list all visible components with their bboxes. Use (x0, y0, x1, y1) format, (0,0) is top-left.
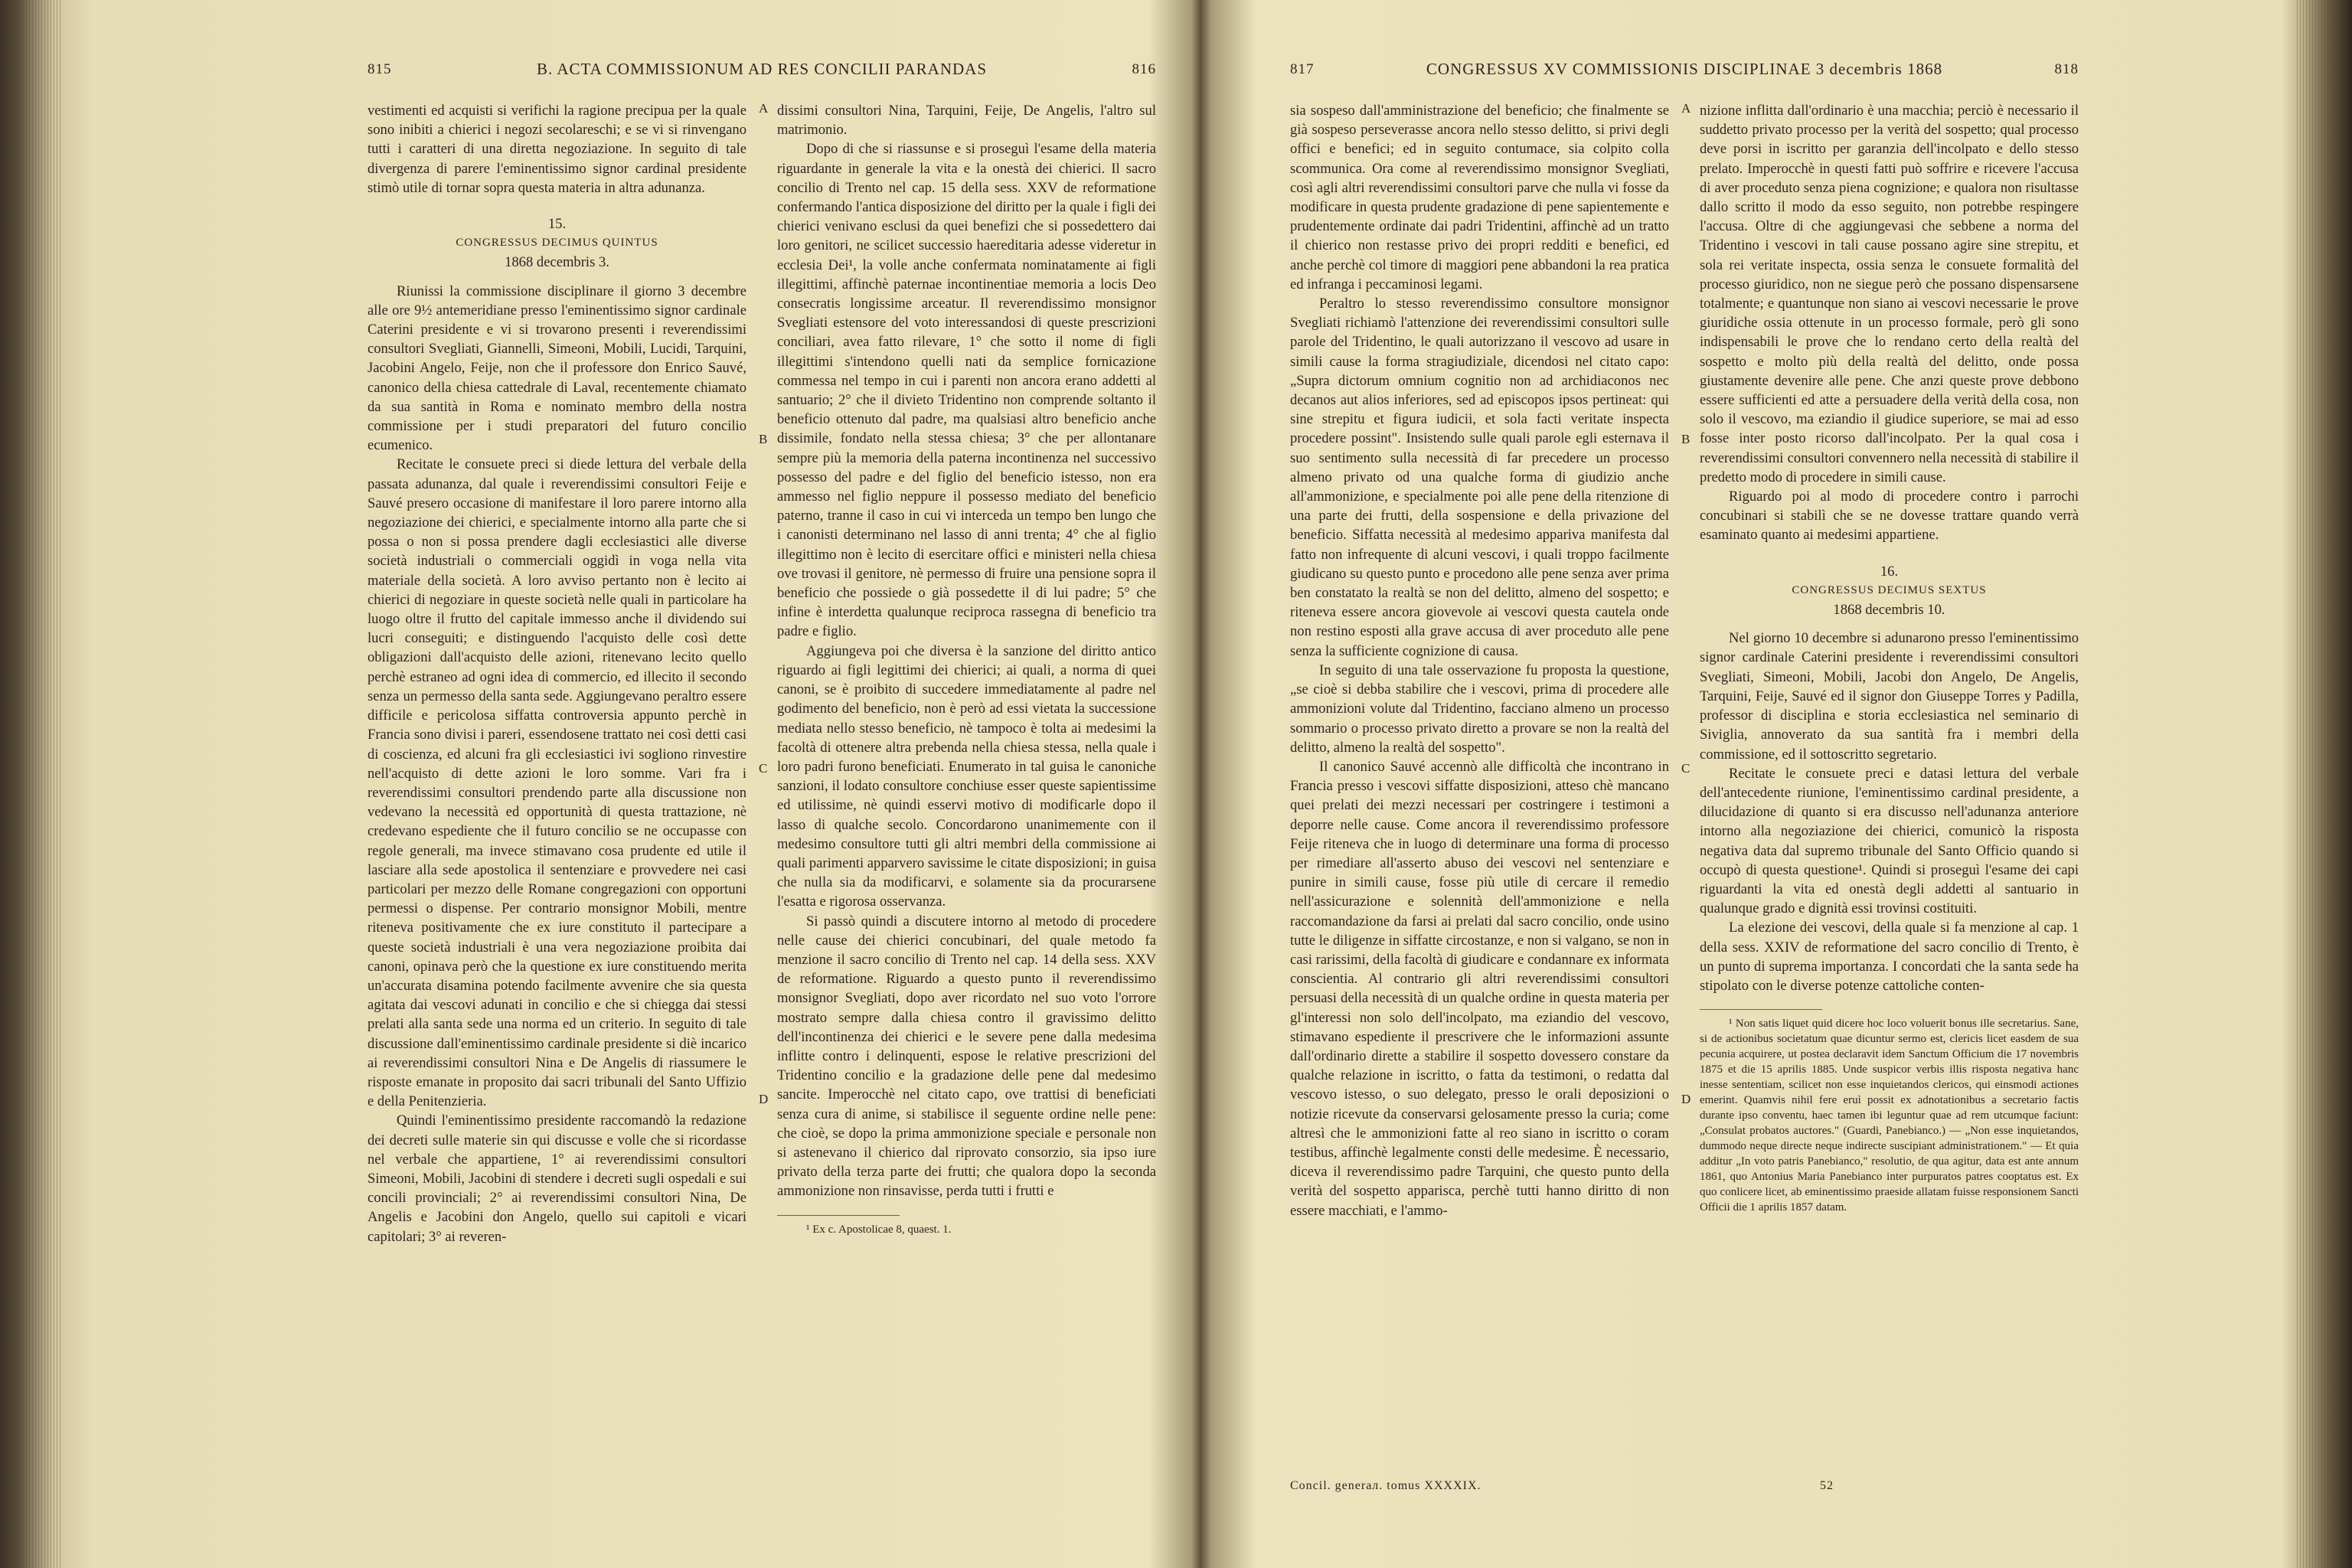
margin-marker: C (1681, 761, 1690, 776)
right-column-2 (1681, 101, 2079, 1479)
section-date: 1868 decembris 10. (1833, 602, 1945, 619)
margin-marker: D (1681, 1092, 1691, 1106)
paragraph: Si passò quindi a discutere intorno al metodo di procedere nelle cause dei chierici concubinari, del quale metodo fa menzione il sacro concilio di Trento nel cap. 14 della sess. XXV de reformatione. Riguardo a questo punto il reverendissimo monsignor Svegliati, dopo aver ricordato nel suo voto l'orrore mostrato sempre dalla chiesa contro il gravissimo delitto dell'incontinenza dei chierici e le severe pene dalla medesima inflitte contro i delinquenti, espose le relative prescrizioni del Tridentino concilio e la gradazione delle pene dal medesimo sancite. Imperocchè nel citato capo, ove trattisi di beneficiati senza cura di anime, si stabilisce il seguente ordine nelle pene: che cioè, se dopo la prima ammonizione speciale e personale non si astenevano il chierico dal riprovato consorzio, sia ipso iure privato della terza parte dei frutti; che qualora dopo la seconda ammonizione non rinsavisse, perda tutti i frutti e (777, 913, 1156, 1200)
folio-number: 52 (1820, 1479, 1834, 1492)
footnote-rule (777, 1215, 900, 1216)
left-page (368, 0, 1156, 1568)
margin-marker: A (1681, 101, 1691, 116)
paragraph: Recitate le consuete preci e datasi lettura del verbale dell'antecedente riunione, l'eminentissimo cardinal presidente, a dilucidazione di quanto si era discusso nell'adunanza anteriore intorno alla negoziazione dei chierici, comunicò la risposta negativa data dal supremo tribunale del Santo Officio quando si occupò di questa questione¹. Quindi si proseguì l'esame dei capi riguardanti la vita ed onestà degli addetti al santuario in qualunque grado e dignità essi trovinsi costituiti. (1700, 765, 2079, 917)
paragraph: dissimi consultori Nina, Tarquini, Feije, De Angelis, l'altro sul matrimonio. (777, 103, 1156, 139)
running-head: CONGRESSUS XV COMMISSIONIS DISCIPLINAE 3 decembris 1868 (1426, 60, 1943, 78)
paragraph: Riguardo poi al modo di procedere contro i parrochi concubinari si stabilì che se ne dovesse trattare quando verrà esaminato quanto ai medesimi appartiene. (1700, 488, 2079, 544)
paragraph: vestimenti ed acquisti si verifichi la ragione precipua per la quale sono inibiti a chierici i negozi secolareschi; e se vi si rinvengano tutti i caratteri di una diretta negoziazione. In seguito di tale divergenza di parere l'eminentissimo signor cardinal presidente stimò utile di tornar sopra questa materia in altra adunanza. (368, 103, 746, 196)
right-page (1290, 0, 2079, 1568)
paragraph: sia sospeso dall'amministrazione del beneficio; che finalmente se già sospeso perseverasse ancora nello stesso delitto, si privi degli offici e benefici; ed in seguito contumace, sia colpito colla scommunica. Ora come al reverendissimo monsignor Svegliati, così agli altri reverendissimi consultori parve che nulla vi fosse da modificare in questa prudente gradazione di pene sapientemente e prudentemente ordinate dai padri Tridentini, affinchè ad un tratto il chierico non restasse privo dei propri redditi e benefici, ed anche perchè col timore di maggiori pene abbandoni la rea pratica ed infranga i peccaminosi legami. (1290, 103, 1669, 292)
page-number: 816 (1132, 61, 1156, 77)
page-number: 817 (1290, 61, 1315, 77)
section-number: 15. (547, 216, 567, 233)
left-column-2 (759, 101, 1156, 1479)
paragraph: nizione inflitta dall'ordinario è una macchia; perciò è necessario il suddetto privato processo per la verità del sospetto; qual processo deve porsi in iscritto per garanzia dell'incolpato e dello stesso prelato. Imperocchè in questi fatti può soffrire e ricevere l'accusa di aver proceduto senza piena cognizione; e qualora non risultasse dallo scritto il modo da esso seguito, non potrebbe respingere l'accusa. Oltre di che aggiungevasi che sebbene a norma del Tridentino i vescovi in tali cause possano agire sine strepitu, et sola rei veritate inspecta, ossia senza le consuete formalità del processo giuridico, non ne siegue però che possano dispensarsene totalmente; e quantunque non siano ai vescovi necessarie le prove giuridiche ossia ottenute in un processo formale, però gli sono indispensabili le prove che lo rendano certo della realtà del sospetto e molto più della realtà del delitto, onde possa giustamente devenire alle pene. Che anzi queste prove debbono essere sufficienti ed atte a persuadere della verità della cosa, non solo il vescovo, ma eziandio il giudice superiore, se mai ad esso fosse inter posto ricorso dall'incolpato. Per la qual cosa i reverendissimi consultori convennero nella necessità di stabilire il predetto modo di procedere in simili cause. (1700, 103, 2079, 485)
paragraph: Aggiungeva poi che diversa è la sanzione del diritto antico riguardo ai figli legittimi dei chierici; ai quali, a norma di quei canoni, se è proibito di succedere immediatamente al padre nel godimento del beneficio, non è però ad essi vietata la successione mediata nello stesso beneficio, nè tampoco è tolta ai medesimi la facoltà di ottenere altra prebenda nella chiesa stessa, nella quale i loro padri furono beneficiati. Enumerato in tal guisa le canoniche sanzioni, il lodato consultore conchiuse esser queste sapientissime ed utilissime, nè quindi esservi motivo di modificarle dopo il lasso di qualche secolo. Concordarono unanimemente con il medesimo consultore tutti gli altri membri della commissione ai quali parimenti apparvero savissime le citate disposizioni; in guisa che nulla sia da modificarvi, e solamente sia da procurarsene l'esatta e rigorosa osservanza. (777, 642, 1156, 910)
footnote-rule (1700, 1009, 1822, 1010)
paragraph: Recitate le consuete preci si diede lettura del verbale della passata adunanza, dal quale i reverendissimi consultori Feije e Sauvé presero occasione di manifestare il loro parere intorno alla negoziazione dei chierici, e specialmente intorno alla parte che si possa o non si possa prendere dagli ecclesiastici alle diverse società industriali o commerciali oggidì in voga nella vita materiale della società. A loro avviso pertanto non è lecito ai chierici di negoziare in queste società nelle quali in particolare ha luogo oltre il frutto del capitale immesso anche il dividendo sui lucri conseguiti; e distinguendo l'acquisto delle così dette obligazioni dall'acquisto delle azioni, ritenevano lecito quello perchè estraneo ad ogni idea di commercio, ed illecito il secondo senza un permesso della santa sede. Aggiungevano peraltro essere difficile e pericolosa siffatta controversia appunto perchè in Francia sono divisi i pareri, essendosene trattato nei così detti casi di coscienza, ed alcuni fra gli ecclesiastici ivi sogliono rinvestire nell'acquisto di dette azioni le loro somme. Vari fra i reverendissimi consultori prendendo parte alla discussione non vedevano la necessità ed opportunità di questa trattazione, nè credevano espediente che il futuro concilio se ne occupasse con regole generali, ma invece stimavano cosa prudente ed utile il lasciare alla sede apostolica il sentenziare e provvedere nei casi particolari per mezzo delle Romane congregazioni con opportuni permessi o dispense. Per contrario monsignor Mobili, mentre riteneva positivamente che ex iure constituto il partecipare a queste società industriali è una vera negoziazione proibita dai canoni, opinava però che la questione ex iure constituendo merita un'accurata disamina potendo facilmente avvenire che sia questa agitata dai vescovi adunati in concilio e che si chiegga dai stessi prelati alla santa sede una norma ed un criterio. In seguito di tale discussione dall'eminentissimo cardinale presidente si diè incarico ai reverendissimi consultori Nina e De Angelis di riassumere le risposte emanate in proposito dai sacri tribunali del Santo Uffizio e della Penitenzieria. (368, 456, 746, 1110)
page-edges-right (2297, 0, 2335, 1568)
paragraph: Il canonico Sauvé accennò alle difficoltà che incontrano in Francia presso i vescovi siffatte disposizioni, atteso chè mancano quei prelati dei mezzi necessari per costringere i testimoni a deporre nelle cause. Come ancora il reverendissimo professore Feije riteneva che in luogo di determinare una forma di processo per rimediare all'asserto abuso dei vescovi nel sentenziare e punire in simili cause, fosse più utile di cercare il remedio nell'assicurazione e solennità dell'ammonizione e nella raccomandazione da farsi ai prelati dal sacro concilio, onde usino tutte le diligenze in siffatte circostanze, e non si valgano, se non in casi rarissimi, della facoltà di giudicare e condannare ex informata conscientia. Al contrario gli altri reverendissimi consultori persuasi della necessità di un qualche ordine in questa materia per gl'interessi non solo dell'incolpato, ma eziandio del vescovo, stimavano espediente il prescrivere che le informazioni assunte dall'ordinario dirette a stabilire il sospetto dovessero constare da qualche relazione in iscritto, o fatta da testimoni, o redatta dal vescovo istesso, o suo delegato, presso le orali deposizioni o notizie ricevute da conservarsi gelosamente presso la curia; come altresì che le ammonizioni fatte al reo siano in iscritto o coram testibus, affinchè legalmente consti delle medesime. È necessario, diceva il reverendissimo padre Tarquini, che questo punto della verità del sospetto apparisca, perchè tutti hanno diritto di non essere macchiati, e l'ammo- (1290, 758, 1669, 1219)
paragraph: Quindi l'eminentissimo presidente raccomandò la redazione dei decreti sulle materie sin qui discusse e volle che si ricordasse nel verbale che appartiene, 1° ai reverendissimi consultori Simeoni, Mobili, Jacobini di stendere i decreti sugli ospedali e sui concili provinciali; 2° ai reverendissimi consultori Nina, De Angelis e Jacobini don Angelo, quello sui capitoli e vicari capitolari; 3° ai reveren- (368, 1112, 746, 1245)
section-date: 1868 decembris 3. (505, 254, 609, 271)
page-number: 815 (368, 61, 392, 77)
page-number: 818 (2054, 61, 2079, 77)
footnote: ¹ Ex c. Apostolicae 8, quaest. 1. (806, 1223, 952, 1236)
footnote: ¹ Non satis liquet quid dicere hoc loco voluerit bonus ille secretarius. Sane, si de actionibus societatum quae dicuntur sermo est, clericis licet easdem de sua pecunia acquirere, ut postea declaravit idem Sanctum Officium die 17 novembris 1875 et die 15 aprilis 1885. Unde suspicor verbis illis risposta negativa hanc inesse sententiam, scilicet non esse inquietandos clericos, qui einsmodi actiones emerint. Quamvis nihil fere eruì possit ex adnotationibus a secretario factis durante ipso conventu, haec tamen ibi leguntur quae ad rem utcumque faciunt: „Consulat probatos auctores." (Guardi, Panebianco.) — „Non esse inquietandos, dummodo neque directe neque indirecte suscipiant administrationem." — Et quia additur „In voto patris Panebianco," resolutio, de qua agitur, data est ante annum 1861, quo Antonius Maria Panebianco inter purpuratos patres cooptatus est. Ex quo conlicere licet, ab eminentissimo praeside allatam fuisse responsionem Sancti Officii die 1 aprilis 1857 datam. (1700, 1018, 2079, 1214)
right-column-1 (1290, 101, 1669, 1479)
paragraph: Peraltro lo stesso reverendissimo consultore monsignor Svegliati richiamò l'attenzione dei reverendissimi consultori sulle parole del Tridentino, le quali autorizzano il vescovo ad usare in simili cause la forma stragiudiziale, dicendosi nel citato capo: „Supra dictorum omnium cognitio non ad archidiaconos nec decanos aut alios inferiores, sed ad episcopos ipsos pertineat: qui sine strepitu et figura iudicii, et sola facti veritate inspecta procedere possint". Insistendo sulle quali parole egli esternava il suo sentimento sulla necessità di far precedere un processo almeno privato od una qualche forma di giudizio anche all'ammonizione, e specialmente poi alle pene della ritenzione di una parte dei frutti, della sospensione e della privazione del beneficio. Siffatta necessità al medesimo appariva manifesta dal fatto non infrequente di alcuni vescovi, i quali troppo facilmente giudicano su questo punto e procedono alle pene senza aver prima ben constatato la realtà se non del delitto, almeno del sospetto; e riteneva essere ancora giovevole ai vescovi questa cautela onde non restino esposti alla grave accusa di aver proceduto alle pene senza la sufficiente cognizione di causa. (1290, 296, 1669, 659)
paragraph: Nel giorno 10 decembre si adunarono presso l'eminentissimo signor cardinale Caterini presidente i reverendissimi consultori Svegliati, Simeoni, Mobili, Jacobi don Angelo, De Angelis, Tarquini, Feije, Sauvé ed il signor don Giuseppe Torres y Padilla, professor di disciplina e storia ecclesiastica nel seminario di Siviglia, annoverato da sua santità fra i membri della commissione, ed il sottoscritto segretario. (1700, 630, 2079, 763)
margin-marker: B (759, 432, 768, 446)
running-head: B. ACTA COMMISSIONUM AD RES CONCILII PARANDAS (536, 60, 988, 78)
left-column-1 (368, 101, 746, 1479)
margin-marker: C (759, 761, 768, 776)
section-number: 16. (1880, 563, 1899, 580)
paragraph: Riunissi la commissione disciplinare il giorno 3 decembre alle ore 9½ antemeridiane presso l'eminentissimo signor cardinale Caterini presidente e vi si trovarono presenti i reverendissimi consultori Svegliati, Giannelli, Simeoni, Mobili, Lucidi, Tarquini, Jacobini Angelo, Feije, non che il professore don Enrico Sauvé, canonico della chiesa cattedrale di Laval, recentemente chiamato da sua santità in Roma e nominato membro della nostra commissione per i studi preparatori del futuro concilio ecumenico. (368, 283, 746, 454)
signature-line: Concil. generaл. tomus XXXXIX. (1290, 1479, 1481, 1492)
section-title: CONGRESSUS DECIMUS QUINTUS (456, 237, 658, 250)
right-page-footer (1290, 1479, 2079, 1498)
paragraph: La elezione dei vescovi, della quale si fa menzione al cap. 1 della sess. XXIV de reformatione del sacro concilio di Trento, è un punto di suprema importanza. I concordati che la santa sede ha stipolato con le diverse potenze cattoliche conten- (1700, 920, 2079, 994)
margin-marker: B (1681, 432, 1690, 446)
section-title: CONGRESSUS DECIMUS SEXTUS (1792, 583, 1987, 596)
margin-marker: D (759, 1092, 769, 1106)
margin-marker: A (759, 101, 769, 116)
right-page-header (1290, 60, 2079, 83)
left-page-header (368, 60, 1156, 83)
page-edges-left (17, 0, 63, 1568)
paragraph: Dopo di che si riassunse e si proseguì l'esame della materia riguardante in generale la vita e la onestà dei chierici. Il sacro concilio di Trento nel cap. 15 della sess. XXV de reformatione confermando l'antica disposizione del diritto per la quale i figli dei chierici venivano esclusi da quei benefizi che si possedettero dai loro genitori, ne scilicet successio haereditaria adesse videretur in ecclesia Dei¹, la volle anche confermata nominatamente ai figli illegittimi, affinchè paternae incontinentiae memoria a locis Deo consecratis longissime arceatur. Il reverendissimo monsignor Svegliati estensore del voto interessandosi di queste prescrizioni conciliari, avea fatto rilevare, 1° che sotto il nome di figli illegittimi s'intendono quelli nati da semplice fornicazione commessa nel tempo in cui i parenti non ancora erano addetti al santuario; 2° che il divieto Tridentino non comprende soltanto il beneficio ottenuto dal padre, ma qualsiasi altro beneficio anche dissimile, fondato nella stessa chiesa; 3° che per allontanare sempre più la memoria della paterna incontinenza nel successivo possesso del padre e del figlio del beneficio istesso, non era ammesso nel figlio neppure il possesso mediato del beneficio paterno, tranne il caso in cui vi interceda un tempo ben lungo che i canonisti determinano nel lasso di anni trenta; 4° che al figlio illegittimo non è lecito di esercitare offici e ministeri nella chiesa ove trovasi il genitore, nè permesso di fruire una pensione sopra il beneficio che possiede o già possedette il di lui padre; 5° che infine è interdetta qualunque reciproca rassegna di beneficio tra padre e figlio. (777, 141, 1156, 640)
paragraph: In seguito di una tale osservazione fu proposta la questione, „se cioè si debba stabilire che i vescovi, prima di procedere alle ammonizioni volute dal Tridentino, facciano almeno un processo sommario o processo privato diretto a provare se non la realtà del delitto, almeno la realtà del sospetto". (1290, 662, 1669, 756)
